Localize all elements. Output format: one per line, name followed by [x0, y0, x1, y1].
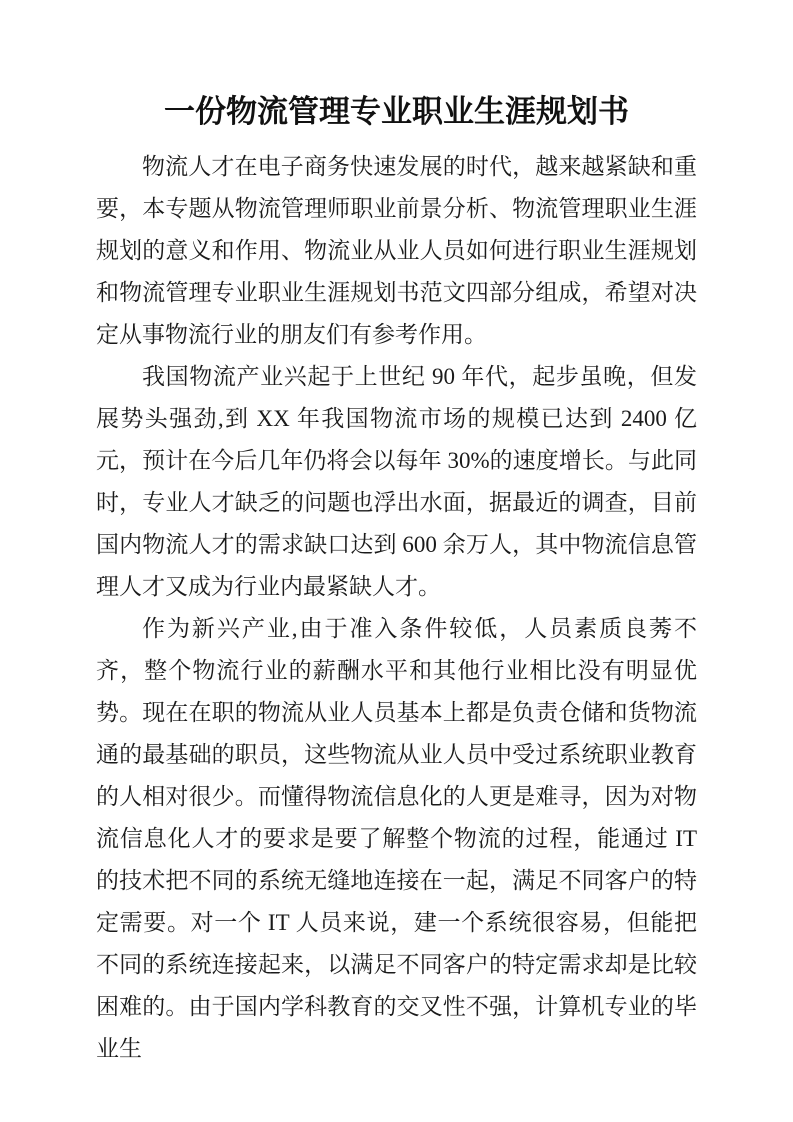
document-title: 一份物流管理专业职业生涯规划书 — [164, 94, 629, 129]
paragraph-talent-shortage: 作为新兴产业,由于准入条件较低，人员素质良莠不齐，整个物流行业的薪酬水平和其他行业相比没有明显优势。现在在职的物流从业人员基本上都是负责仓储和货物流通的最基础的职员，这些物流从业人员中受过系统职业教育的人相对很少。而懂得物流信息化的人更是难寻，因为对物流信息化人才的要求是要了解整个物流的过程，能通过 IT 的技术把不同的系统无缝地连接在一起，满足不同客户的特定需要。对一个 IT 人员来说，建一个系统很容易，但能把不同的系统连接起来，以满足不同客户的特定需求却是比较困难的。由于国内学科教育的交叉性不强，计算机专业的毕业生 — [96, 616, 697, 1061]
paragraph-industry-growth: 我国物流产业兴起于上世纪 90 年代，起步虽晚，但发展势头强劲,到 XX 年我国物流市场的规模已达到 2400 亿元，预计在今后几年仍将会以每年 30%的速度增长。与此同时，专业人才缺乏的问题也浮出水面，据最近的调查，目前国内物流人才的需求缺口达到 600 余万人，其中物流信息管理人才又成为行业内最紧缺人才。 — [96, 364, 697, 599]
document-body — [96, 146, 697, 1070]
paragraph-intro: 物流人才在电子商务快速发展的时代，越来越紧缺和重要，本专题从物流管理师职业前景分析、物流管理职业生涯规划的意义和作用、物流业从业人员如何进行职业生涯规划和物流管理专业职业生涯规划书范文四部分组成，希望对决定从事物流行业的朋友们有参考作用。 — [96, 154, 697, 347]
